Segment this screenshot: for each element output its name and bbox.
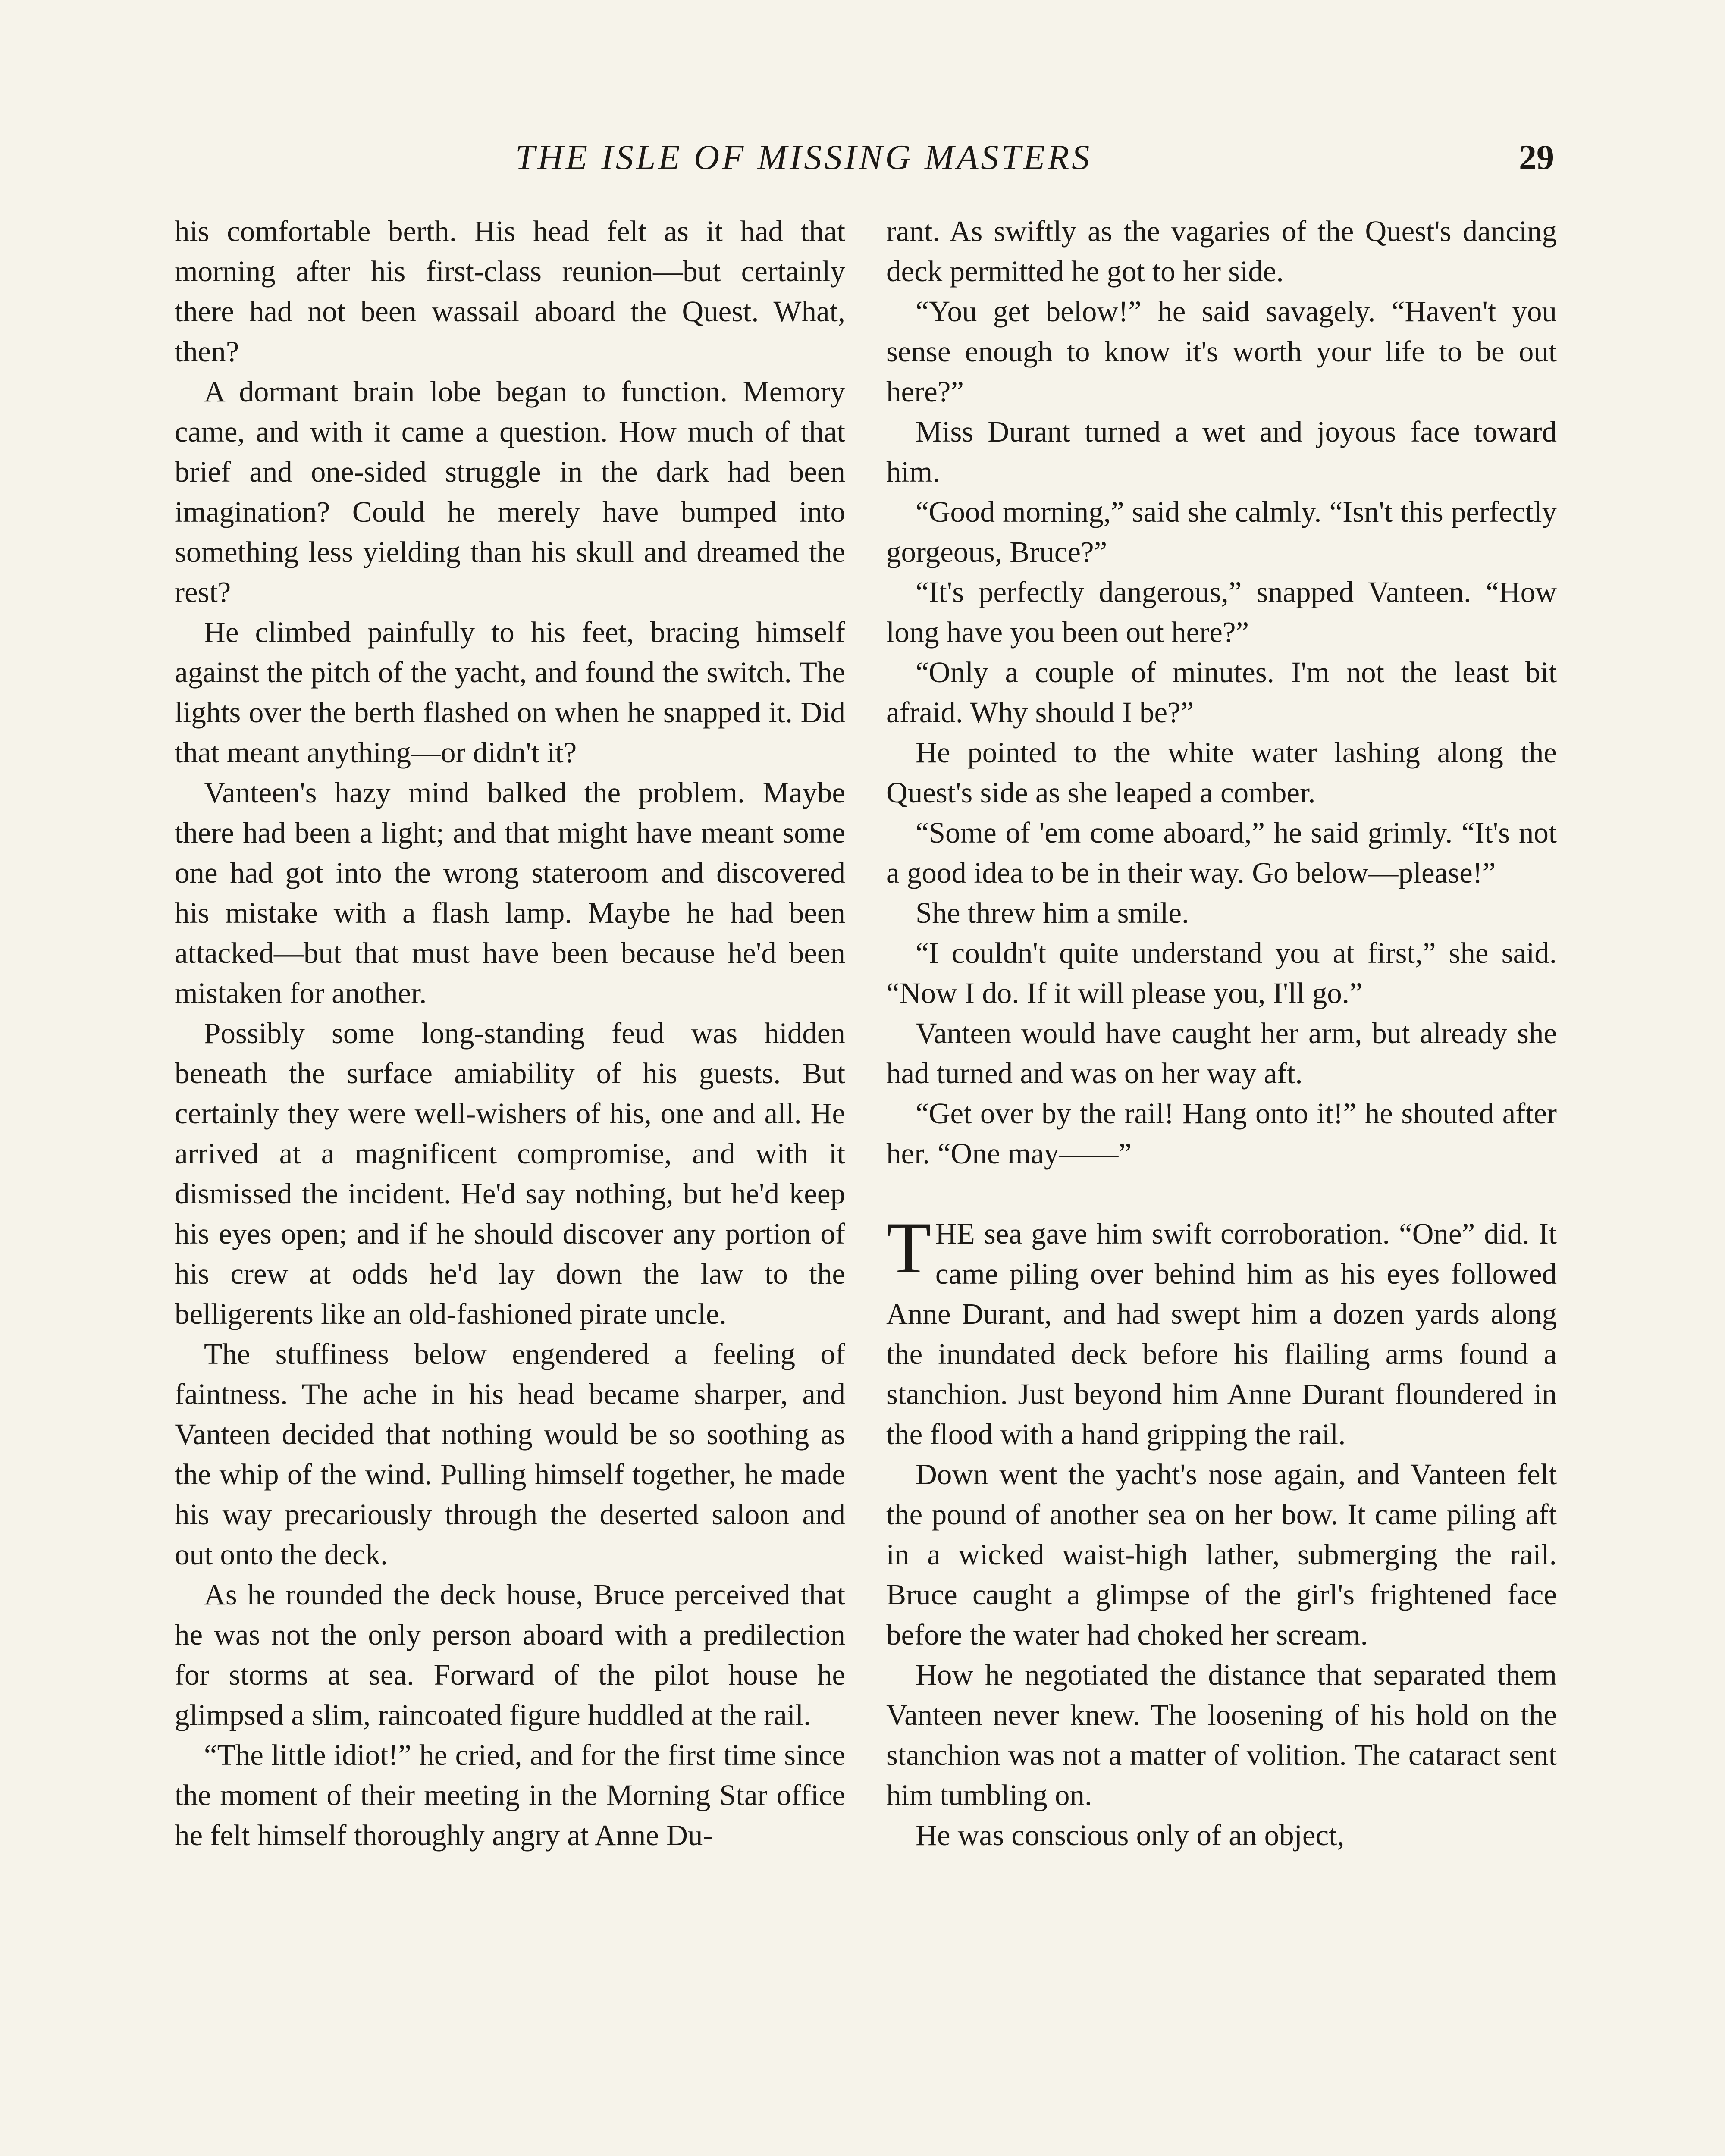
- paragraph: “Only a couple of minutes. I'm not the least bit afraid. Why should I be?”: [886, 656, 1557, 729]
- paragraph: He climbed painfully to his feet, bracing himself against the pitch of the yacht, and found the switch. The lights over the berth flashed on when he snapped it. Did that meant anything—or didn't it?: [175, 616, 845, 769]
- paragraph: his comfortable berth. His head felt as it had that morning after his first-class reunion—but certainly there had not been wassail aboard the Quest. What, then?: [175, 215, 845, 368]
- paragraph: As he rounded the deck house, Bruce perceived that he was not the only person aboard with a predilection for storms at sea. Forward of the pilot house he glimpsed a slim, raincoated figure huddled at the rail.: [175, 1578, 845, 1731]
- paragraph: She threw him a smile.: [916, 896, 1189, 929]
- drop-cap-initial: T: [886, 1207, 931, 1288]
- paragraph: He was conscious only of an object,: [916, 1819, 1345, 1852]
- paragraph: Miss Durant turned a wet and joyous face toward him.: [886, 415, 1557, 488]
- running-title: THE ISLE OF MISSING MASTERS: [515, 138, 1092, 177]
- left-column: [175, 211, 845, 1855]
- paragraph: How he negotiated the distance that separated them Vanteen never knew. The loosening of his hold on the stanchion was not a matter of volition. The cataract sent him tumbling on.: [886, 1658, 1557, 1811]
- paragraph: rant. As swiftly as the vagaries of the Quest's dancing deck permitted he got to her side.: [886, 215, 1557, 288]
- page-header: [0, 137, 1725, 185]
- page-number: 29: [1519, 138, 1554, 177]
- paragraph: “Get over by the rail! Hang onto it!” he shouted after her. “One may——”: [886, 1097, 1557, 1170]
- paragraph: Down went the yacht's nose again, and Vanteen felt the pound of another sea on her bow. It came piling aft in a wicked waist-high lather, submerging the rail. Bruce caught a glimpse of the girl's frightened face before the water had choked her scream.: [886, 1458, 1557, 1651]
- paragraph: “The little idiot!” he cried, and for the first time since the moment of their meeting in the Morning Star office he felt himself thoroughly angry at Anne Du-: [175, 1739, 845, 1852]
- paragraph: A dormant brain lobe began to function. Memory came, and with it came a question. How much of that brief and one-sided struggle in the dark had been imagination? Could he merely have bumped into something less yielding than his skull and dreamed the rest?: [175, 375, 845, 608]
- drop-cap-paragraph: [886, 1207, 1557, 1454]
- paragraph: Vanteen would have caught her arm, but already she had turned and was on her way aft.: [886, 1017, 1557, 1090]
- paragraph: “Good morning,” said she calmly. “Isn't this perfectly gorgeous, Bruce?”: [886, 495, 1557, 568]
- paragraph: “Some of 'em come aboard,” he said grimly. “It's not a good idea to be in their way. Go below—please!”: [886, 816, 1557, 889]
- paragraph: “You get below!” he said savagely. “Haven't you sense enough to know it's worth your life to be out here?”: [886, 295, 1557, 408]
- paragraph: “It's perfectly dangerous,” snapped Vanteen. “How long have you been out here?”: [886, 576, 1557, 649]
- paragraph: Possibly some long-standing feud was hidden beneath the surface amiability of his guests. But certainly they were well-wishers of his, one and all. He arrived at a magnificent compromise, and with it dismissed the incident. He'd say nothing, but he'd keep his eyes open; and if he should discover any portion of his crew at odds he'd lay down the law to the belligerents like an old-fashioned pirate uncle.: [175, 1017, 845, 1330]
- paragraph: The stuffiness below engendered a feeling of faintness. The ache in his head became sharper, and Vanteen decided that nothing would be so soothing as the whip of the wind. Pulling himself together, he made his way precariously through the deserted saloon and out onto the deck.: [175, 1338, 845, 1571]
- drop-cap-paragraph-text: HE sea gave him swift corroboration. “One” did. It came piling over behind him as his eyes followed Anne Durant, and had swept him a dozen yards along the inundated deck before his flailing arms found a stanchion. Just beyond him Anne Durant floundered in the flood with a hand gripping the rail.: [886, 1217, 1557, 1451]
- paragraph: He pointed to the white water lashing along the Quest's side as she leaped a comber.: [886, 736, 1557, 809]
- paragraph: Vanteen's hazy mind balked the problem. Maybe there had been a light; and that might have meant some one had got into the wrong stateroom and discovered his mistake with a flash lamp. Maybe he had been attacked—but that must have been because he'd been mistaken for another.: [175, 776, 845, 1009]
- right-column: [886, 211, 1557, 1855]
- paragraph: “I couldn't quite understand you at first,” she said. “Now I do. If it will please you, I'll go.”: [886, 937, 1557, 1009]
